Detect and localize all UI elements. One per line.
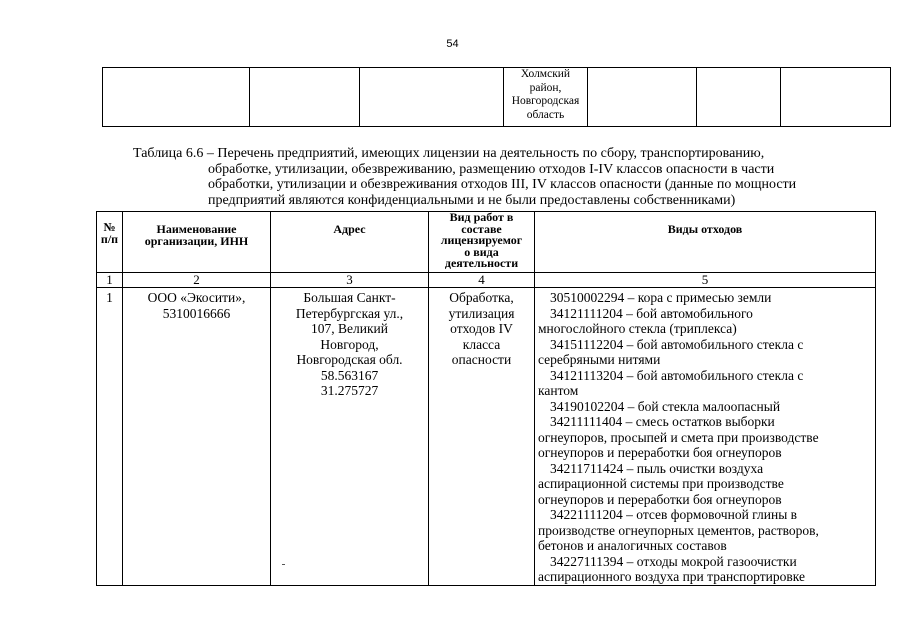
table-row <box>103 68 891 127</box>
cell-line: Новгородская <box>511 95 580 107</box>
cell-line: 107, Великий <box>311 321 388 336</box>
column-number-row <box>97 273 876 288</box>
header-line: Вид работ в <box>449 210 514 224</box>
waste-line: 34221111204 – отсев формовочной глины в <box>550 507 798 522</box>
cell-line: ООО «Экосити», <box>147 290 246 305</box>
cell-line: Большая Санкт- <box>303 290 396 305</box>
waste-line: огнеупоров и переработки боя огнеупоров <box>538 491 782 507</box>
column-number: 5 <box>535 273 876 288</box>
licenses-table <box>96 211 876 586</box>
header-num <box>97 212 123 273</box>
header-org <box>123 212 271 273</box>
table-cell-location <box>504 68 588 127</box>
table-cell <box>360 68 504 127</box>
waste-line: серебряными нитями <box>538 352 661 367</box>
header-line: № <box>103 220 116 234</box>
header-line: Адрес <box>333 222 366 236</box>
header-line: Виды отходов <box>667 222 743 236</box>
waste-line: 34121113204 – бой автомобильного стекла с <box>550 367 804 383</box>
waste-line: 34227111394 – отходы мокрой газоочистки <box>550 553 797 569</box>
column-number: 1 <box>97 273 123 288</box>
cell-waste <box>535 288 876 586</box>
cell-line: класса <box>462 336 501 352</box>
cell-line: Петербургская ул., <box>295 305 404 321</box>
waste-line: многослойного стекла (триплекса) <box>538 321 737 336</box>
waste-line: производстве огнеупорных цементов, растворов, <box>538 522 819 538</box>
table-cell <box>588 68 697 127</box>
table-row <box>97 288 876 586</box>
header-work <box>429 212 535 273</box>
caption-line: обработки, утилизации и обезвреживания отходов III, IV классов опасности (данные по мощности <box>208 177 797 192</box>
waste-line: 34151112204 – бой автомобильного стекла с <box>550 336 804 352</box>
cell-address <box>271 288 429 586</box>
waste-line: аспирационного воздуха при транспортировке <box>538 569 805 584</box>
column-number: 3 <box>271 273 429 288</box>
waste-line: бетонов и аналогичных составов <box>538 538 727 553</box>
column-number: 2 <box>123 273 271 288</box>
header-line: организации, ИНН <box>144 233 249 248</box>
header-line: п/п <box>100 231 119 246</box>
table-header-row <box>97 212 876 273</box>
cell-line: утилизация <box>448 305 515 321</box>
table-cell <box>781 68 891 127</box>
table-cell <box>250 68 360 127</box>
cell-line: отходов IV <box>450 321 513 336</box>
header-waste <box>535 212 876 273</box>
cell-line: район, <box>529 81 562 94</box>
cell-line: опасности <box>451 352 512 367</box>
scan-mark <box>282 564 285 565</box>
cell-line: Новгородская обл. <box>296 352 403 367</box>
cell-org <box>123 288 271 586</box>
cell-line: Обработка, <box>449 290 514 305</box>
waste-line: 30510002294 – кора с примесью земли <box>550 290 772 305</box>
column-number: 4 <box>429 273 535 288</box>
waste-line: 34121111204 – бой автомобильного <box>550 305 753 321</box>
continued-table <box>102 67 891 127</box>
waste-line: 34190102204 – бой стекла малоопасный <box>550 398 781 414</box>
header-line: Наименование <box>156 222 237 236</box>
waste-line: 34211711424 – пыль очистки воздуха <box>550 460 764 476</box>
header-line: деятельности <box>444 256 519 270</box>
waste-line: огнеупоров, просыпей и смета при производстве <box>538 429 819 445</box>
waste-line: огнеупоров и переработки боя огнеупоров <box>538 445 782 460</box>
waste-line: кантом <box>538 383 579 398</box>
header-line: составе <box>461 221 502 236</box>
caption-line: Таблица 6.6 – Перечень предприятий, имеющих лицензии на деятельность по сбору, транспортированию, <box>133 146 765 161</box>
cell-line: 5310016666 <box>162 305 231 321</box>
caption-line: обработке, утилизации, обезвреживанию, размещению отходов I-IV классов опасности в части <box>208 161 775 177</box>
cell-line: 31.275727 <box>320 383 379 398</box>
caption-line: предприятий являются конфиденциальными и не были предоставлены собственниками) <box>208 192 736 208</box>
cell-line: область <box>526 108 565 121</box>
header-address <box>271 212 429 273</box>
waste-line: 34211111404 – смесь остатков выборки <box>550 414 775 429</box>
cell-line: 58.563167 <box>320 367 379 383</box>
cell-work <box>429 288 535 586</box>
cell-line: Холмский <box>520 68 571 80</box>
header-line: лицензируемог <box>440 233 523 247</box>
header-line: о вида <box>464 244 499 259</box>
table-cell <box>103 68 250 127</box>
waste-line: аспирационной системы при производстве <box>538 476 784 491</box>
cell-num: 1 <box>97 288 123 586</box>
table-caption <box>133 146 864 208</box>
cell-line: Новгород, <box>320 336 379 352</box>
page-number: 54 <box>446 38 459 50</box>
table-cell <box>697 68 781 127</box>
